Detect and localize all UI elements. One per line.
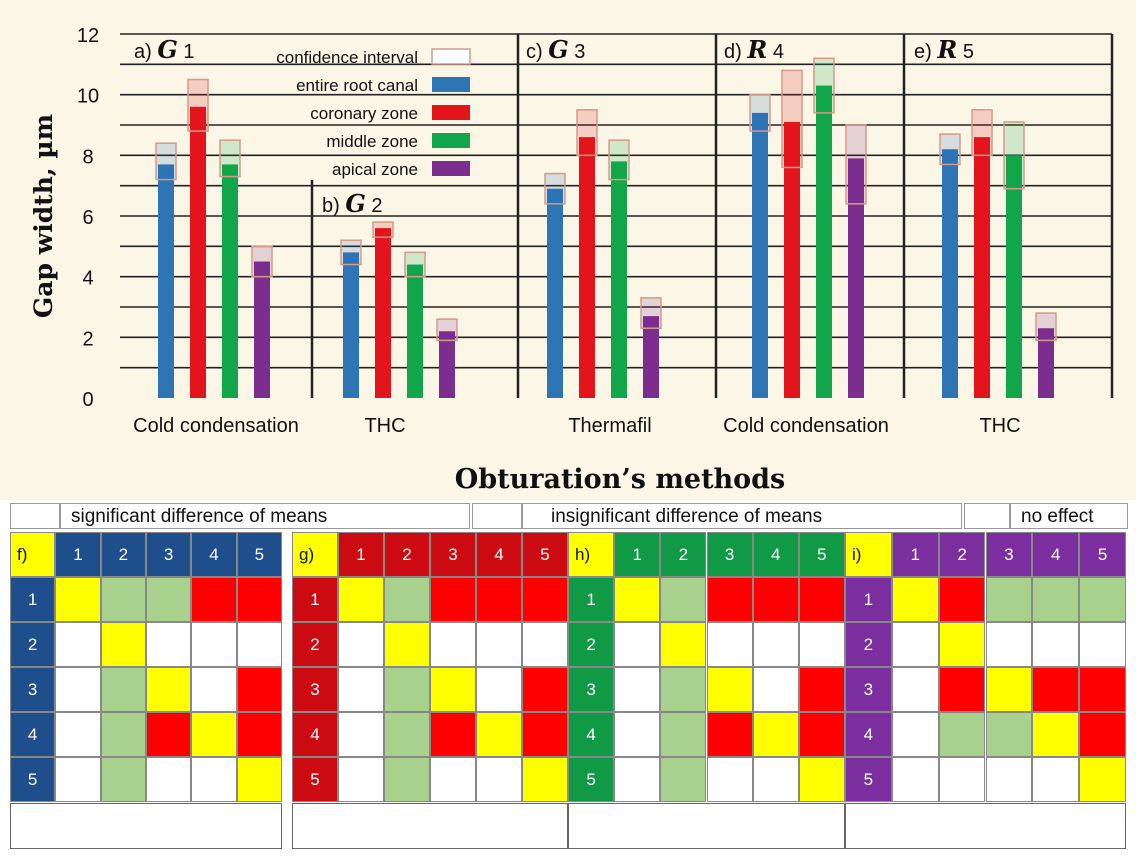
bar-entire-root-canal [158, 164, 174, 398]
matrix-cell [384, 667, 430, 712]
matrix-cell [55, 667, 100, 712]
bar-entire-root-canal [343, 252, 359, 398]
confidence-interval-box [545, 174, 565, 204]
matrix-cell [939, 622, 986, 667]
matrix-col-header: 3 [430, 532, 476, 577]
legend-swatch [432, 77, 470, 92]
matrix-cell [522, 577, 568, 622]
legend-swatch-no-effect [964, 503, 1010, 529]
matrix-cell [1079, 757, 1126, 802]
matrix-col-header: 3 [707, 532, 753, 577]
matrix-label: g) [292, 532, 338, 577]
bar-coronary-zone [974, 137, 990, 398]
matrix-cell [146, 712, 191, 757]
matrix-cell [430, 577, 476, 622]
matrix-cell [986, 712, 1033, 757]
legend-swatch-confidence [432, 49, 470, 64]
matrix-cell [1032, 712, 1079, 757]
confidence-interval-box [1004, 122, 1024, 189]
legend-label-significant: significant difference of means [60, 503, 470, 529]
matrix-cell [753, 622, 799, 667]
matrix-col-header: 5 [799, 532, 845, 577]
confidence-interval-box [940, 134, 960, 164]
matrix-cell [522, 757, 568, 802]
matrix-row-header: 1 [10, 577, 55, 622]
confidence-interval-box [972, 110, 992, 156]
matrix-cell [660, 667, 706, 712]
confidence-interval-box [782, 70, 802, 167]
matrix-row-header: 1 [568, 577, 614, 622]
confidence-interval-box [188, 80, 208, 132]
matrix-cell [986, 577, 1033, 622]
matrix-cell [191, 757, 236, 802]
bar-middle-zone [407, 265, 423, 398]
matrix-cell [237, 667, 282, 712]
confidence-interval-box [641, 298, 661, 328]
matrix-cell [522, 712, 568, 757]
confidence-interval-box [405, 252, 425, 276]
matrix-cell [55, 712, 100, 757]
matrix-cell [476, 757, 522, 802]
y-tick-label: 10 [76, 85, 100, 108]
bar-middle-zone [1006, 155, 1022, 398]
matrix-cell [753, 757, 799, 802]
matrix-cell [614, 667, 660, 712]
confidence-interval-box [609, 140, 629, 179]
matrix-cell [101, 667, 146, 712]
matrix-row-header: 5 [568, 757, 614, 802]
matrix-cell [384, 757, 430, 802]
matrix-cell [522, 622, 568, 667]
matrix-cell [892, 577, 939, 622]
bar-middle-zone [222, 164, 238, 398]
matrix-col-header: 2 [101, 532, 146, 577]
matrix-col-header: 4 [1032, 532, 1079, 577]
y-tick-label: 12 [76, 25, 100, 47]
matrix-cell [338, 577, 384, 622]
legend-entry-label: entire root canal [296, 76, 418, 95]
matrix-cell [614, 622, 660, 667]
matrix-cell [384, 622, 430, 667]
matrix-cell [799, 712, 845, 757]
matrix-cell [101, 712, 146, 757]
matrix-cell [892, 622, 939, 667]
confidence-interval-box [220, 140, 240, 176]
legend-swatch-insignificant [472, 503, 522, 529]
matrix-col-header: 5 [522, 532, 568, 577]
panel-label: a) G 1 [134, 35, 195, 64]
significance-legend [10, 503, 1128, 531]
matrix-row-header: 3 [10, 667, 55, 712]
matrix-col-header: 4 [753, 532, 799, 577]
matrix-row-header: 3 [568, 667, 614, 712]
matrix-cell [660, 622, 706, 667]
y-axis-label: Gap width, µm [29, 113, 58, 319]
matrix-col-header: 1 [614, 532, 660, 577]
matrix-cell [753, 577, 799, 622]
matrix-cell [55, 622, 100, 667]
matrix-cell [892, 712, 939, 757]
matrix-cell [146, 622, 191, 667]
confidence-interval-box [437, 319, 457, 340]
matrix-cell [476, 577, 522, 622]
matrix-cell [101, 622, 146, 667]
matrix-cell [430, 712, 476, 757]
matrix-cell [707, 667, 753, 712]
matrix-col-header: 2 [384, 532, 430, 577]
confidence-interval-box [846, 125, 866, 204]
matrix-cell [476, 712, 522, 757]
panel-label: d) R 4 [724, 35, 784, 64]
matrix-col-header: 2 [660, 532, 706, 577]
matrix-cell [892, 667, 939, 712]
matrix-row-header: 4 [10, 712, 55, 757]
matrix-cell [939, 667, 986, 712]
matrix-cell [799, 667, 845, 712]
matrix-label: i) [845, 532, 892, 577]
y-tick-label: 6 [82, 207, 94, 229]
matrix-row-header: 1 [845, 577, 892, 622]
matrix-cell [338, 667, 384, 712]
matrix-row-header: 4 [568, 712, 614, 757]
legend-swatch-significant [10, 503, 60, 529]
legend-swatch [432, 133, 470, 148]
panel-label: e) R 5 [914, 35, 974, 64]
method-label: Cold condensation [133, 415, 299, 437]
matrix-cell [384, 577, 430, 622]
legend-label-no-effect: no effect [1010, 503, 1128, 529]
matrix-cell [753, 712, 799, 757]
matrix-cell [101, 577, 146, 622]
matrix-cell [237, 712, 282, 757]
matrix-cell [1032, 622, 1079, 667]
matrix-cell [614, 712, 660, 757]
matrix-cell [191, 577, 236, 622]
matrix-cell [1079, 667, 1126, 712]
matrix-cell [338, 622, 384, 667]
confidence-interval-box [156, 143, 176, 179]
matrix-row-header: 5 [845, 757, 892, 802]
matrix-cell [892, 757, 939, 802]
matrix-cell [191, 622, 236, 667]
matrix-cell [986, 757, 1033, 802]
footer-apical-zone: Apical zone [845, 803, 1126, 849]
bar-apical-zone [439, 331, 455, 398]
y-tick-label: 8 [82, 146, 94, 169]
bar-apical-zone [254, 262, 270, 399]
bar-entire-root-canal [752, 113, 768, 398]
matrix-cell [707, 712, 753, 757]
bar-middle-zone [611, 161, 627, 398]
matrix-cell [237, 622, 282, 667]
matrix-cell [430, 622, 476, 667]
matrix-cell [191, 667, 236, 712]
matrix-cell [939, 757, 986, 802]
matrix-cell [430, 667, 476, 712]
matrix-col-header: 3 [146, 532, 191, 577]
footer-coronary-zone: Coronary zone [292, 803, 568, 849]
matrix-cell [986, 667, 1033, 712]
matrix-cell [939, 712, 986, 757]
matrix-label: f) [10, 532, 55, 577]
matrix-cell [707, 577, 753, 622]
matrix-col-header: 4 [191, 532, 236, 577]
matrix-row-header: 2 [292, 622, 338, 667]
matrix-col-header: 1 [338, 532, 384, 577]
matrix-cell [522, 667, 568, 712]
legend-entry-label: apical zone [331, 160, 418, 179]
legend-swatch [432, 161, 470, 176]
matrix-col-header: 4 [476, 532, 522, 577]
matrix-cell [660, 757, 706, 802]
matrix-row-header: 3 [292, 667, 338, 712]
method-label: Cold condensation [723, 415, 889, 437]
matrix-cell [799, 757, 845, 802]
y-tick-label: 2 [82, 328, 94, 351]
matrix-cell [1032, 577, 1079, 622]
legend-entry-label: confidence interval [276, 48, 418, 67]
matrix-cell [237, 757, 282, 802]
legend-entry-label: coronary zone [310, 104, 418, 123]
bar-coronary-zone [375, 228, 391, 398]
matrix-col-header: 1 [892, 532, 939, 577]
matrix-cell [660, 577, 706, 622]
panel-label: b) G 2 [322, 189, 383, 218]
matrix-cell [338, 712, 384, 757]
matrix-cell [55, 577, 100, 622]
matrix-cell [384, 712, 430, 757]
matrix-cell [986, 622, 1033, 667]
matrix-cell [1079, 712, 1126, 757]
matrix-cell [799, 577, 845, 622]
matrix-cell [237, 577, 282, 622]
method-label: THC [979, 415, 1021, 437]
matrix-row-header: 5 [292, 757, 338, 802]
bar-middle-zone [816, 86, 832, 398]
legend-entry-label: middle zone [326, 132, 418, 151]
matrix-col-header: 5 [237, 532, 282, 577]
y-tick-label: 0 [82, 389, 94, 411]
confidence-interval-box [341, 240, 361, 264]
bar-coronary-zone [579, 137, 595, 398]
confidence-interval-box [814, 58, 834, 113]
confidence-interval-box [577, 110, 597, 156]
method-label: THC [364, 415, 406, 437]
matrix-cell [191, 712, 236, 757]
matrix-row-header: 2 [568, 622, 614, 667]
matrix-row-header: 3 [845, 667, 892, 712]
bar-coronary-zone [190, 107, 206, 398]
matrix-cell [614, 577, 660, 622]
matrix-row-header: 5 [10, 757, 55, 802]
y-tick-label: 4 [82, 267, 94, 290]
matrix-cell [430, 757, 476, 802]
panel-label: c) G 3 [526, 35, 586, 64]
matrix-cell [146, 667, 191, 712]
confidence-interval-box [750, 95, 770, 131]
footer-entire-root-canal: Entire root canal [10, 803, 282, 849]
matrix-cell [1032, 757, 1079, 802]
method-label: Thermafil [568, 415, 652, 437]
matrix-cell [614, 757, 660, 802]
matrix-cell [707, 757, 753, 802]
matrix-cell [101, 757, 146, 802]
matrix-row-header: 2 [10, 622, 55, 667]
legend-label-insignificant: insignificant difference of means [522, 503, 962, 529]
matrix-cell [1032, 667, 1079, 712]
matrix-cell [799, 622, 845, 667]
x-axis-label: Obturation’s methods [454, 464, 786, 495]
matrix-col-header: 2 [939, 532, 986, 577]
matrix-cell [146, 757, 191, 802]
matrix-cell [476, 667, 522, 712]
matrix-row-header: 2 [845, 622, 892, 667]
matrix-cell [55, 757, 100, 802]
matrix-cell [1079, 622, 1126, 667]
matrix-col-header: 5 [1079, 532, 1126, 577]
matrix-cell [338, 757, 384, 802]
confidence-interval-box [373, 222, 393, 237]
matrix-cell [476, 622, 522, 667]
bar-entire-root-canal [942, 149, 958, 398]
matrix-cell [660, 712, 706, 757]
matrix-cell [146, 577, 191, 622]
matrix-col-header: 3 [986, 532, 1033, 577]
confidence-interval-box [1036, 313, 1056, 340]
matrix-row-header: 1 [292, 577, 338, 622]
matrix-cell [707, 622, 753, 667]
matrix-cell [753, 667, 799, 712]
matrix-row-header: 4 [292, 712, 338, 757]
matrix-cell [939, 577, 986, 622]
matrix-row-header: 4 [845, 712, 892, 757]
matrix-label: h) [568, 532, 614, 577]
bar-entire-root-canal [547, 189, 563, 398]
matrix-cell [1079, 577, 1126, 622]
legend-swatch [432, 105, 470, 120]
footer-middle-zone: Middle zone [568, 803, 845, 849]
matrix-col-header: 1 [55, 532, 100, 577]
confidence-interval-box [252, 246, 272, 276]
